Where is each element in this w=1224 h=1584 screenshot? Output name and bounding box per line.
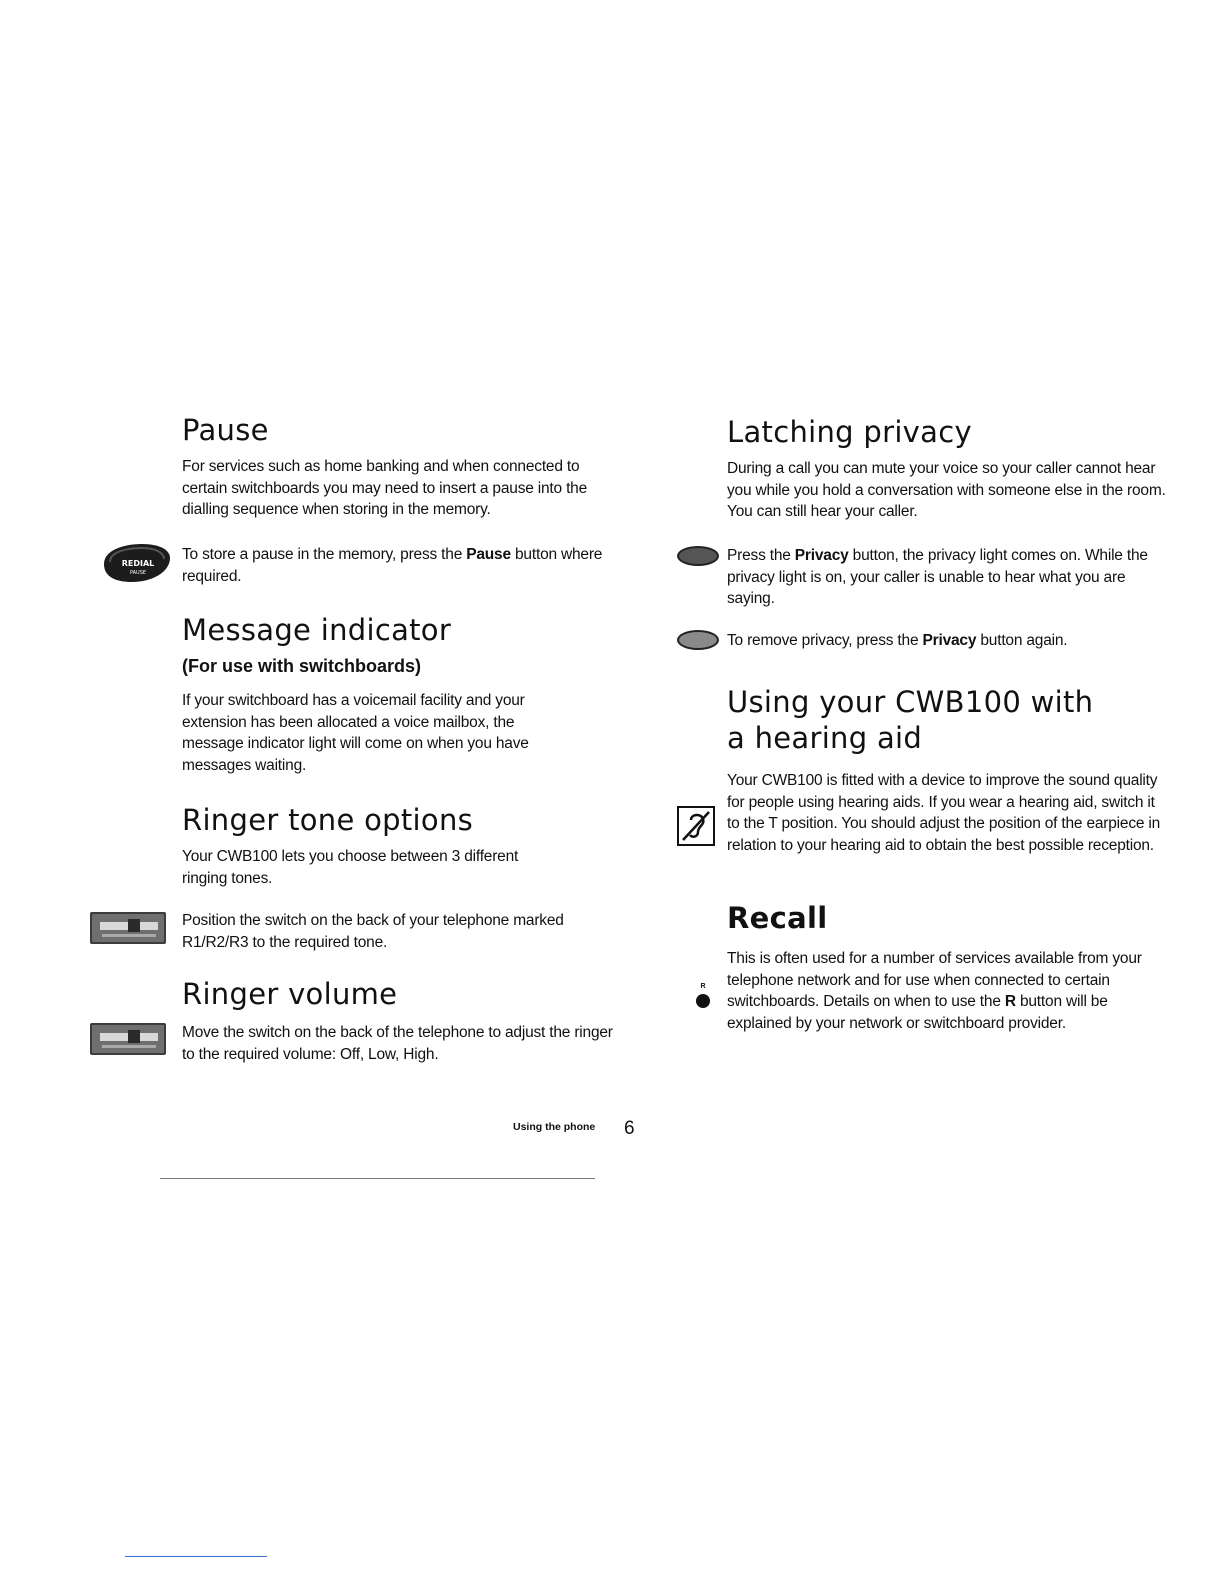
page-number: 6 (624, 1118, 635, 1139)
footer-section-label: Using the phone (513, 1121, 596, 1133)
message-indicator-section (182, 612, 622, 776)
hearing-aid-section (727, 684, 1167, 856)
left-column (121, 412, 622, 1092)
bottom-rule (125, 1556, 267, 1557)
redial-icon-label: REDIAL (121, 559, 155, 568)
hearing-aid-body: Your CWB100 is fitted with a device to improve the sound quality for people using hearing aids. If you wear a hearing aid, switch it to the T position. You should adjust the position of the earpiece in relation to your hearing aid to obtain the best possible reception. (727, 772, 1161, 854)
pause-step-bold: Pause (466, 546, 511, 563)
privacy-step2-prefix: To remove privacy, press the (727, 632, 923, 649)
recall-heading: Recall (727, 901, 828, 935)
privacy-step1-prefix: Press the (727, 547, 795, 564)
latching-privacy-intro: During a call you can mute your voice so your caller cannot hear you while you hold a conversation with someone else in the room. You can still hear your caller. (727, 460, 1166, 520)
hearing-aid-icon (677, 806, 715, 851)
recall-body-bold: R (1004, 993, 1016, 1010)
pause-step-prefix: To store a pause in the memory, press the (182, 546, 467, 563)
pause-step-suffix: button where required. (182, 546, 603, 585)
ringer-tone-switch-icon (90, 912, 166, 944)
pause-intro: For services such as home banking and when connected to certain switchboards you may need to insert a pause into the dialling sequence when storing in the memory. (182, 458, 588, 518)
ringer-volume-heading: Ringer volume (182, 977, 398, 1011)
footer-rule (160, 1178, 595, 1179)
recall-body-prefix: This is often used for a number of services available from your telephone network and for use when connected to certain switchboards. Details on when to use the (727, 950, 1142, 1010)
privacy-step1-bold: Privacy (794, 547, 849, 564)
ringer-volume-switch-icon (90, 1023, 166, 1055)
hearing-aid-heading: Using your CWB100 with a hearing aid (727, 685, 1094, 755)
privacy-step-2 (727, 630, 1167, 652)
latching-privacy-heading: Latching privacy (727, 415, 972, 449)
recall-section (727, 900, 1167, 1034)
ringer-tone-intro: Your CWB100 lets you choose between 3 different ringing tones. (182, 848, 519, 887)
privacy-button-icon (677, 546, 719, 566)
recall-button-icon (695, 982, 711, 1008)
pause-section (182, 412, 622, 521)
right-column (700, 414, 1167, 1054)
redial-pause-button-icon (100, 542, 172, 589)
ringer-tone-section (182, 802, 622, 889)
privacy-step1-suffix: button, the privacy light comes on. While the privacy light is on, your caller is unable to hear what you are saying. (727, 547, 1148, 607)
privacy-step-1 (727, 545, 1167, 610)
pause-heading: Pause (182, 413, 269, 447)
recall-body-suffix: button will be explained by your network or switchboard provider. (727, 993, 1108, 1032)
message-indicator-heading: Message indicator (182, 613, 452, 647)
ringer-tone-step (182, 910, 622, 953)
message-indicator-subheading: (For use with switchboards) (182, 656, 422, 676)
pause-step (182, 544, 622, 587)
ringer-tone-heading: Ringer tone options (182, 803, 474, 837)
ringer-volume-section (182, 976, 622, 1012)
privacy-step2-suffix: button again. (976, 632, 1068, 649)
privacy-button-off-icon (677, 630, 719, 650)
pause-icon-label: PAUSE (129, 570, 147, 576)
ringer-volume-step (182, 1022, 622, 1065)
message-indicator-body: If your switchboard has a voicemail facility and your extension has been allocated a voice mailbox, the message indicator light will come on when you have messages waiting. (182, 692, 529, 774)
ringer-tone-step-text: Position the switch on the back of your telephone marked R1/R2/R3 to the required tone. (182, 912, 564, 951)
privacy-step2-bold: Privacy (922, 632, 977, 649)
latching-privacy-section (727, 414, 1167, 523)
recall-icon-label: R (700, 983, 706, 990)
ringer-volume-body: Move the switch on the back of the telephone to adjust the ringer to the required volume: Off, Low, High. (182, 1024, 613, 1063)
